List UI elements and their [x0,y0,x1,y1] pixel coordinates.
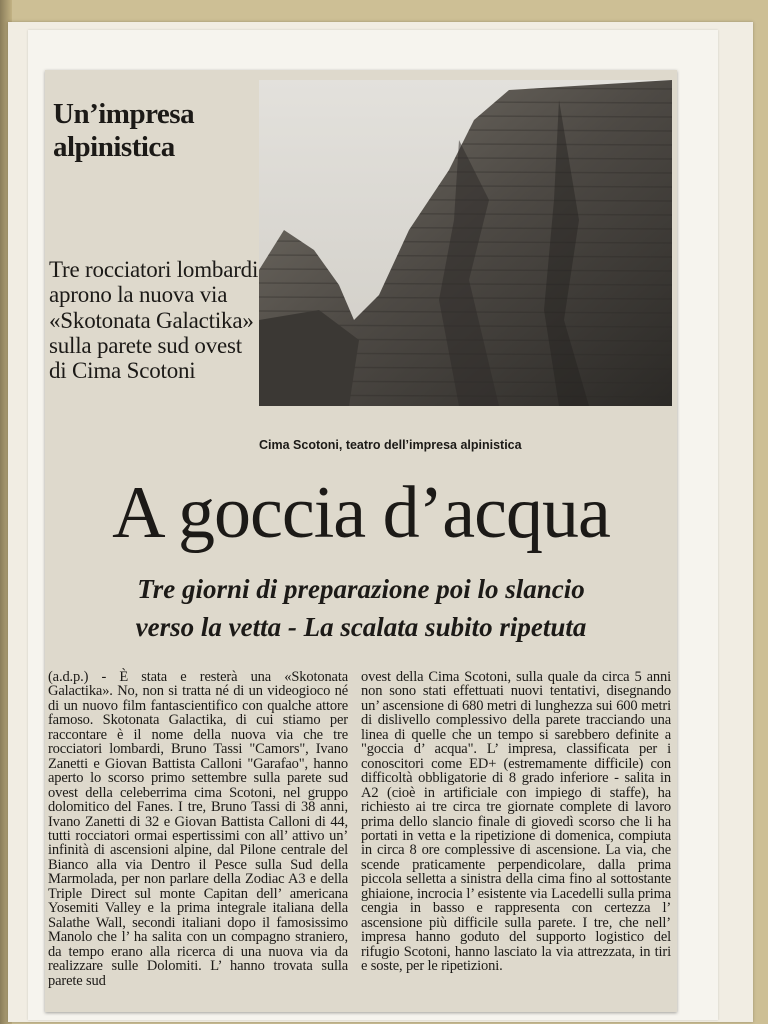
article-headline: A goccia d’acqua [112,472,610,554]
article-column-1: (a.d.p.) - È stata e resterà una «Skotonata Galactika». No, non si tratta né di un videogioco né di un nuovo film fantascientifico con qualche attore famoso. Skotonata Galactika, di cui stiamo per raccontare è il nome della nuova via che tre rocciatori lombardi, Bruno Tassi "Camors", Ivano Zanetti e Giovan Battista Calloni "Garafao", hanno aperto lo scorso primo settembre sulla parete sud ovest della celeberrima cima Scotoni, nel gruppo dolomitico del Fanes. I tre, Bruno Tassi di 38 anni, Ivano Zanetti di 32 e Giovan Battista Calloni di 44, tutti rocciatori ormai espertissimi con all’ attivo un’ infinità di ascensioni alpine, dal Pilone centrale del Bianco alla via Dentro il Pesce sulla Sud della Marmolada, per non parlare della Zodiac A3 e della Triple Direct sul monte Capitan dell’ americana Yosemiti Valley e la prima integrale italiana della Salathe Wall, secondi italiani dopo il famosissimo Manolo che l’ ha salita con un compagno straniero, da tempo erano alla ricerca di una nuova via da realizzare sulle Dolomiti. L’ hanno trovata sulla parete sud [48,669,348,989]
cliff-photo [259,80,672,406]
deck-line-1: Tre giorni di preparazione poi lo slancio [137,574,585,604]
photo-caption: Cima Scotoni, teatro dell’impresa alpinistica [259,438,522,452]
article-kicker: Un’impresa alpinistica [53,98,195,163]
article-column-2: ovest della Cima Scotoni, sulla quale da circa 5 anni non sono stati effettuati nuovi tentativi, disegnando un’ ascensione di 680 metri di lunghezza sui 600 metri di dislivello complessivo della parete tracciando una linea di quelle che un tempo si sarebbero definite a "goccia d’ acqua". L’ impresa, classificata per i conoscitori come ED+ (estremamente difficile) con difficoltà obbligatorie di 8 grado inferiore - salita in A2 (cioè in artificiale con impiego di staffe), ha richiesto ai tre circa tre giornate complete di lavoro prima dello slancio finale di giovedì scorso che li ha portati in vetta e la ripetizione di domenica, compiuta in circa 8 ore complessive di ascensione. La via, che scende praticamente perpendicolare, dalla prima piccola selletta a sinistra della cima fino al sottostante ghiaione, incrocia l’ esistente via Lacedelli sulla prima cengia in basso e rappresenta con certezza l’ ascensione più difficile sulla parete. I tre, che nell’ impresa hanno goduto del supporto logistico del rifugio Scotoni, hanno lasciato la via attrezzata, in tiri e soste, per le ripetizioni. [361,669,671,975]
newspaper-clipping [45,70,677,1012]
cliff-photo-image [259,80,672,406]
deck-line-2: verso la vetta - La scalata subito ripetuta [135,612,587,642]
article-deck [45,570,677,646]
article-subhead: Tre rocciatori lombardi aprono la nuova via «Skotonata Galactika» sulla parete sud ovest di Cima Scotoni [49,257,259,384]
